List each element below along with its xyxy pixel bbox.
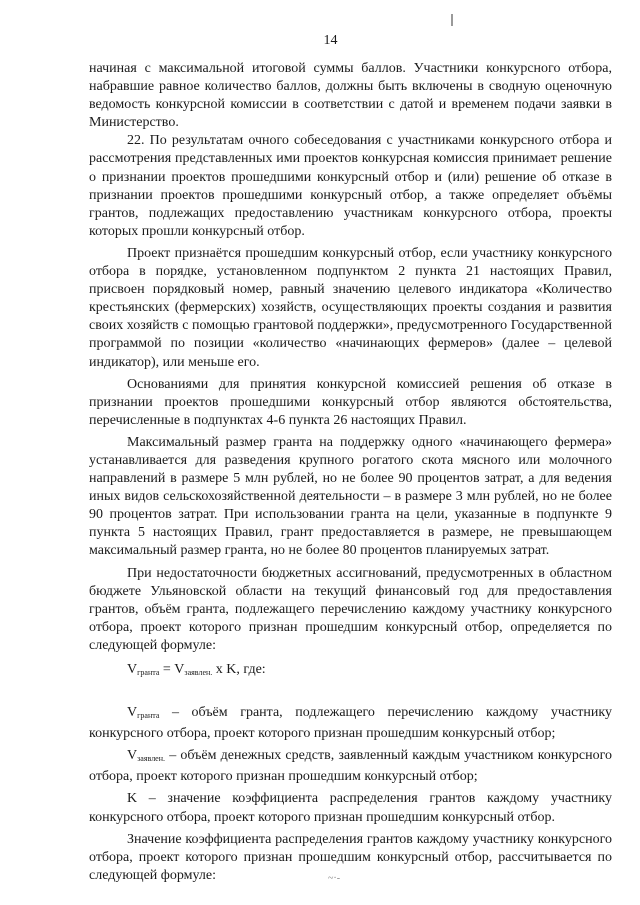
paragraph-continuation: начиная с максимальной итоговой суммы баллов. Участники конкурсного отбора, набравшие равное количество баллов, должны быть включены в сводную оценочную ведомость конкурсной комиссии в соответствии с датой и временем подачи заявки в Министерство.: [89, 61, 612, 131]
definition-var: V: [127, 705, 138, 721]
definition-text: – объём денежных средств, заявленный каждым участником конкурсного отбора, проект которого признан прошедшим конкурсный отбор;: [89, 748, 612, 785]
formula-v: V: [127, 662, 138, 677]
definition-var: V: [127, 748, 138, 764]
paragraph-refusal-grounds: Основаниями для принятия конкурсной комиссией решения об отказе в признании проектов прошедшими конкурсный отбор являются обстоятельства, перечисленные в подпунктах 4-6 пункта 26 настоящих Правил.: [89, 376, 612, 428]
scan-mark: [451, 14, 453, 26]
paragraph-item-22: 22. По результатам очного собеседования с участниками конкурсного отбора и рассмотрения представленных ими проектов конкурсная комиссия принимает решение о признании проектов прошедшими конкурсный отбор и (или) решение об отказе в признании проектов прошедшими конкурсный отбор, а также определяет объёмы грантов, подлежащих предоставлению участникам конкурсного отбора, проекты которых прошли конкурсный отбор.: [89, 133, 612, 239]
paragraph-insufficient-funds: При недостаточности бюджетных ассигнований, предусмотренных в областном бюджете Ульяновской области на текущий финансовый год для предоставления грантов, объём гранта, подлежащего перечислению каждому участнику конкурсного отбора, проект которого признан прошедшим конкурсный отбор, определяется по следующей формуле:: [89, 565, 612, 653]
paragraph-project-criteria: Проект признаётся прошедшим конкурсный отбор, если участнику конкурсного отбора в порядке, установленном подпунктом 2 пункта 21 настоящих Правил, присвоен порядковый номер, равный значению целевого индикатора «Количество крестьянских (фермерских) хозяйств, осуществляющих проекты создания и развития своих хозяйств с помощью грантовой поддержки», предусмотренного Государственной программой по позиции «количество «начинающих фермеров» (далее – целевой индикатор), или меньше его.: [89, 245, 612, 370]
formula-rest: x K, где:: [212, 662, 266, 677]
scan-mark-bottom: ~·-: [328, 873, 341, 884]
definition-text: – объём гранта, подлежащего перечислению каждому участнику конкурсного отбора, проект которого признан прошедшим конкурсный отбор;: [89, 705, 612, 742]
definition-var: K: [127, 791, 138, 807]
grant-formula: [89, 661, 612, 682]
definition-text: – значение коэффициента распределения грантов каждому участнику конкурсного отбора, проект которого признан прошедшим конкурсный отбор.: [89, 791, 612, 825]
definition-sub: гранта: [137, 711, 160, 721]
definition-v-zayav: [89, 747, 612, 786]
page-number: 14: [323, 33, 338, 48]
definition-sub: заявлен.: [137, 754, 166, 764]
definition-k: [89, 790, 612, 826]
formula-eq: = V: [159, 662, 185, 677]
paragraph-coefficient: Значение коэффициента распределения грантов каждому участнику конкурсного отбора, проект которого признан прошедшим конкурсный отбор, рассчитывается по следующей формуле:: [89, 831, 612, 883]
definition-v-grant: [89, 704, 612, 743]
formula-sub-zayav: заявлен.: [184, 668, 213, 677]
paragraph-max-grant: Максимальный размер гранта на поддержку одного «начинающего фермера» устанавливается для разведения крупного рогатого скота мясного или молочного направлений в размере 5 млн рублей, но не более 90 процентов затрат, а для ведения иных видов сельскохозяйственной деятельности – в размере 3 млн рублей, но не более 90 процентов затрат. При использовании гранта на цели, указанные в подпункте 9 пункта 5 настоящих Правил, грант предоставляется в размере, не превышающем максимальный размер гранта, но не более 80 процентов планируемых затрат.: [89, 434, 612, 559]
formula-sub-grant: гранта: [137, 668, 160, 677]
